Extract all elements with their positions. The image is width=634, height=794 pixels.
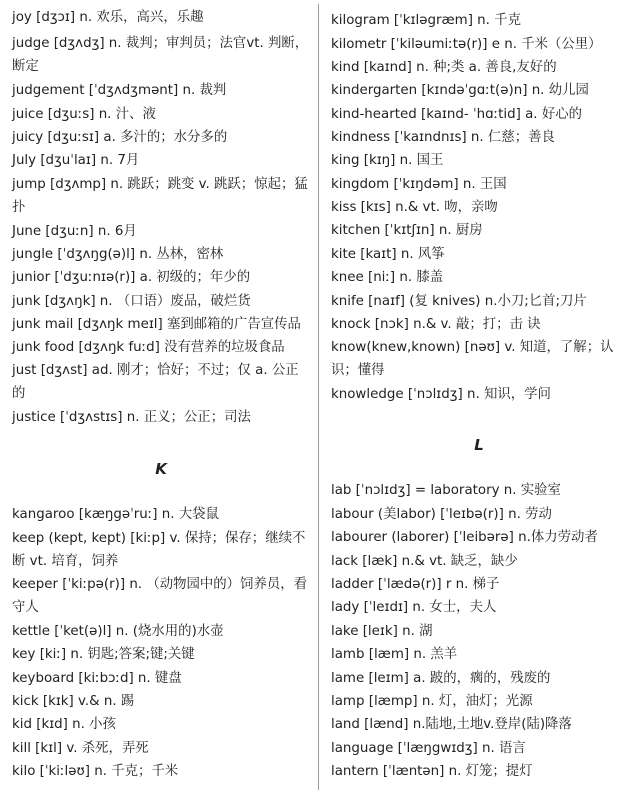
- entry-kilometre: kilometr [ˈkiləumiːtə(r)] e n. 千米（公里）: [331, 37, 602, 52]
- entry-kingdom: kingdom [ˈkɪŋdəm] n. 王国: [331, 177, 507, 192]
- entry-kangaroo: kangaroo [kæŋgəˈruː] n. 大袋鼠: [12, 507, 219, 522]
- entry-jungle: jungle [ˈdʒʌŋg(ə)l] n. 丛林，密林: [12, 247, 224, 262]
- entry-king: king [kɪŋ] n. 国王: [331, 153, 444, 168]
- entry-know: know(knew,known) [nəʊ] v. 知道，了解；认识；懂得: [331, 340, 614, 379]
- entry-knock: knock [nɔk] n.& v. 敲；打；击 诀: [331, 317, 541, 332]
- entry-jump: jump [dʒʌmp] n. 跳跃；跳变 v. 跳跃；惊起；猛扑: [12, 177, 308, 216]
- entry-juice: juice [dʒuːs] n. 汁、液: [12, 107, 156, 122]
- entry-judgement: judgement [ˈdʒʌdʒmənt] n. 裁判: [12, 83, 227, 98]
- section-heading-l: L: [474, 436, 484, 454]
- entry-knife: knife [naɪf] (复 knives) n.小刀;匕首;刀片: [331, 294, 587, 309]
- entry-keeper: keeper [ˈkiːpə(r)] n. （动物园中的）饲养员，看守人: [12, 577, 308, 616]
- entry-kill: kill [kɪl] v. 杀死，弄死: [12, 741, 149, 756]
- entry-lamp: lamp [læmp] n. 灯，油灯；光源: [331, 694, 533, 709]
- entry-joy: joy [dʒɔɪ] n. 欢乐，高兴，乐趣: [12, 10, 204, 25]
- entry-keyboard: keyboard [kiːbɔːd] n. 键盘: [12, 671, 182, 686]
- entry-lake: lake [leɪk] n. 湖: [331, 624, 433, 639]
- entry-july: July [dʒuˈlaɪ] n. 7月: [12, 153, 140, 168]
- entry-lack: lack [læk] n.& vt. 缺乏，缺少: [331, 554, 518, 569]
- entry-kiss: kiss [kɪs] n.& vt. 吻，亲吻: [331, 200, 498, 215]
- entry-knowledge: knowledge [ˈnɔlɪdʒ] n. 知识，学问: [331, 387, 551, 402]
- entry-kettle: kettle [ˈket(ə)l] n. (烧水用的)水壶: [12, 624, 224, 639]
- entry-kilogram: kilogram [ˈkɪləgræm] n. 千克: [331, 13, 521, 28]
- entry-justice: justice [ˈdʒʌstɪs] n. 正义；公正；司法: [12, 410, 251, 425]
- entry-june: June [dʒuːn] n. 6月: [12, 224, 137, 239]
- entry-keep: keep (kept, kept) [kiːp] v. 保持；保存；继续不断 vt. 培育，饲养: [12, 531, 306, 570]
- entry-kilo: kilo [ˈkiːləʊ] n. 千克；千米: [12, 764, 179, 779]
- entry-kid: kid [kɪd] n. 小孩: [12, 717, 116, 732]
- entry-junk-food: junk food [dʒʌŋk fuːd] 没有营养的垃圾食品: [12, 340, 285, 355]
- entry-junior: junior [ˈdʒuːnɪə(r)] a. 初级的；年少的: [12, 270, 251, 285]
- entry-lame: lame [leɪm] a. 跛的，瘸的，残废的: [331, 671, 551, 686]
- entry-junk-mail: junk mail [dʒʌŋk meɪl] 塞到邮箱的广告宣传品: [12, 317, 301, 332]
- entry-kitchen: kitchen [ˈkɪtʃɪn] n. 厨房: [331, 223, 483, 238]
- entry-labourer: labourer (laborer) [ˈleibərə] n.体力劳动者: [331, 530, 598, 545]
- entry-kindness: kindness [ˈkaɪndnɪs] n. 仁慈；善良: [331, 130, 555, 145]
- entry-language: language [ˈlæŋgwɪdʒ] n. 语言: [331, 741, 526, 756]
- entry-lamb: lamb [læm] n. 羔羊: [331, 647, 458, 662]
- entry-judge: judge [dʒʌdʒ] n. 裁判；审判员；法官vt. 判断，断定: [12, 36, 309, 75]
- entry-ladder: ladder [ˈlædə(r)] r n. 梯子: [331, 577, 500, 592]
- entry-lab: lab [ˈnɔlɪdʒ] = laboratory n. 实验室: [331, 483, 561, 498]
- entry-kite: kite [kaɪt] n. 风筝: [331, 247, 445, 262]
- entry-key: key [kiː] n. 钥匙;答案;键;关键: [12, 647, 195, 662]
- entry-lady: lady [ˈleɪdɪ] n. 女士，夫人: [331, 600, 497, 615]
- column-divider: [318, 4, 319, 790]
- entry-kick: kick [kɪk] v.& n. 踢: [12, 694, 135, 709]
- entry-knee: knee [niː] n. 膝盖: [331, 270, 444, 285]
- entry-labour: labour (美labor) [ˈleɪbə(r)] n. 劳动: [331, 507, 552, 522]
- section-heading-k: K: [155, 460, 167, 478]
- entry-kind: kind [kaɪnd] n. 种;类 a. 善良,友好的: [331, 60, 557, 75]
- entry-kind-hearted: kind-hearted [kaɪnd- ˈhɑːtid] a. 好心的: [331, 107, 582, 122]
- entry-just: just [dʒʌst] ad. 刚才；恰好；不过；仅 a. 公正的: [12, 363, 299, 402]
- entry-juicy: juicy [dʒuːsɪ] a. 多汁的；水分多的: [12, 130, 228, 145]
- entry-kindergarten: kindergarten [kɪndəˈgɑːt(ə)n] n. 幼儿园: [331, 83, 589, 98]
- entry-junk: junk [dʒʌŋk] n. （口语）废品，破烂货: [12, 294, 251, 309]
- entry-lantern: lantern [ˈlæntən] n. 灯笼；提灯: [331, 764, 533, 779]
- entry-land: land [lænd] n.陆地,土地v.登岸(陆)降落: [331, 717, 572, 732]
